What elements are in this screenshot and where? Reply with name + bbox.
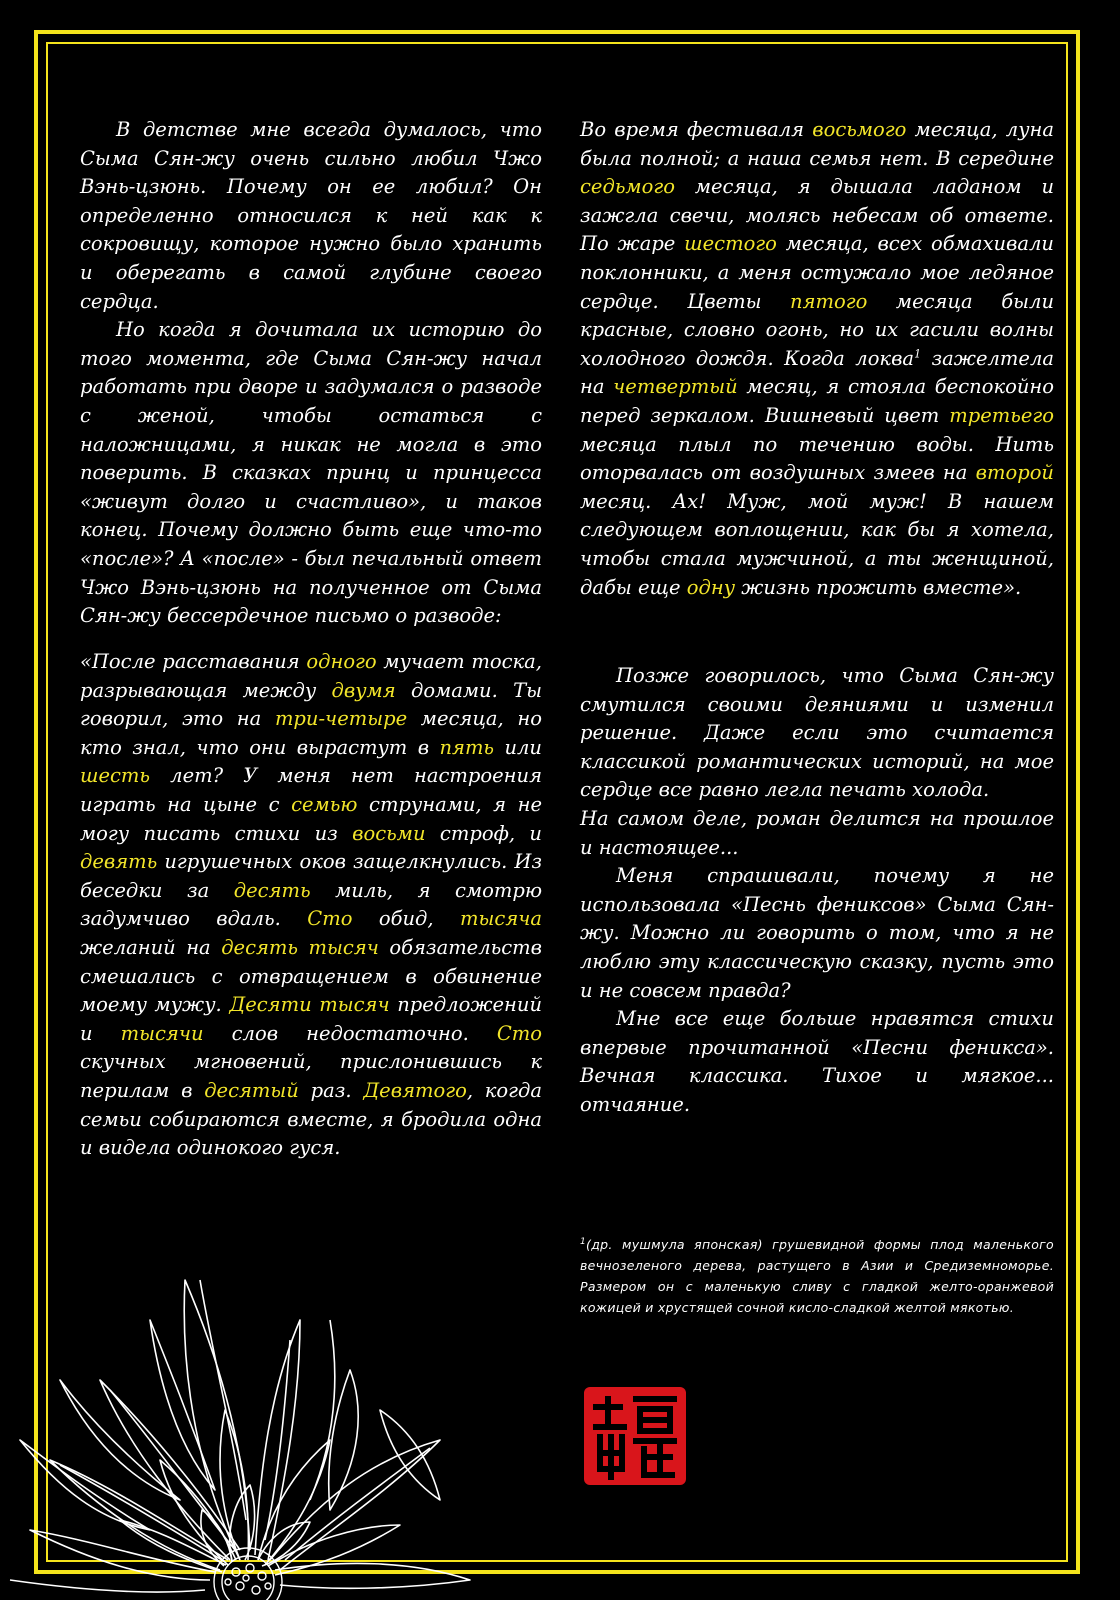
text-span: месяца, луна была полной; а наша семья нет. В середине: [580, 118, 1054, 170]
highlighted-number: тысяча: [460, 907, 542, 931]
highlighted-number: Десяти тысяч: [229, 993, 390, 1017]
text-span: месяца были красные, словно огонь, но их гасили волны холодного дождя. Когда локва: [580, 289, 1054, 370]
highlighted-number: Сто: [307, 907, 353, 931]
highlighted-number: седьмого: [580, 175, 675, 199]
letter-text: [80, 648, 542, 1163]
chrysanthemum-icon: [0, 1260, 520, 1600]
highlighted-number: семью: [291, 792, 358, 816]
text-span: строф, и: [425, 821, 542, 845]
highlighted-number: шесть: [80, 764, 151, 788]
highlighted-number: Девятого: [363, 1078, 467, 1102]
text-span: домами. Ты говорил, это на: [80, 678, 542, 731]
afterword-paragraph-2: На самом деле, роман делится на прошлое и настоящее...: [580, 806, 1054, 859]
text-span: предложений и: [80, 993, 543, 1045]
highlighted-number: одну: [686, 575, 736, 599]
highlighted-number: восьми: [352, 821, 426, 845]
afterword-paragraph-1: Позже говорилось, что Сыма Сян-жу смутился своими деяниями и изменил решение. Даже если это считается классикой романтических историй, на мое сердце все равно легла печать холода.: [580, 664, 1054, 802]
text-span: месяца, но кто знал, что они вырастут в: [80, 707, 542, 759]
poem-paragraph: [580, 116, 1054, 602]
footnote: [580, 1234, 1054, 1318]
text-span: желаний на: [80, 935, 222, 959]
footnote-reference: 1: [914, 347, 922, 361]
highlighted-number: три-четыре: [274, 707, 408, 731]
highlighted-number: десять тысяч: [221, 935, 379, 959]
highlighted-number: второй: [975, 461, 1054, 485]
text-span: зажелтела на: [580, 346, 1054, 399]
text-span: струнами, я не могу писать стихи из: [80, 792, 543, 845]
text-span: «После расставания: [80, 650, 307, 673]
highlighted-number: третьего: [949, 403, 1054, 427]
afterword-paragraph-4: Мне все еще больше нравятся стихи впервые прочитанной «Песни феникса». Вечная классика. Тихое и мягкое... отчаяние.: [580, 1007, 1054, 1116]
text-span: Во время фестиваля: [580, 118, 813, 141]
letter-paragraph: [80, 648, 542, 1163]
highlighted-number: девять: [80, 850, 158, 874]
text-span: месяца плыл по течению воды. Нить оторвалась от воздушных змеев на: [580, 432, 1054, 485]
highlighted-number: тысячи: [120, 1021, 204, 1045]
red-seal-icon: [580, 1381, 690, 1491]
poem-text: [580, 116, 1054, 602]
text-span: , когда семьи собираются вместе, я бродила одна и видела одинокого гуся.: [80, 1078, 542, 1160]
highlighted-number: Сто: [496, 1021, 543, 1045]
text-span: раз.: [298, 1078, 364, 1102]
highlighted-number: одного: [306, 650, 377, 673]
text-span: скучных мгновений, прислонившись к перилам в: [80, 1050, 542, 1102]
intro-text: [80, 116, 542, 631]
highlighted-number: четвертый: [613, 375, 738, 399]
highlighted-number: пятого: [790, 289, 868, 313]
text-span: лет? У меня нет настроения играть на цыне с: [80, 764, 542, 816]
intro-paragraph-2: Но когда я дочитала их историю до того момента, где Сыма Сян-жу начал работать при дворе и задумался о разводе с женой, чтобы остаться с наложницами, я никак не могла в это поверить. В сказках принц и принцесса «живут долго и счастливо», и таков конец. Почему должно быть еще что-то «после»? А «после» - был печальный ответ Чжо Вэнь-цзюнь на полученное от Сыма Сян-жу бессердечное письмо о разводе:: [80, 318, 542, 628]
text-span: месяц, я стояла беспокойно перед зеркалом. Вишневый цвет: [580, 375, 1054, 427]
highlighted-number: десятый: [204, 1078, 299, 1102]
afterword-paragraph-3: Меня спрашивали, почему я не использовала «Песнь фениксов» Сыма Сян-жу. Можно ли говорить о том, что я не люблю эту классическую сказку, пусть это и не совсем правда?: [580, 864, 1054, 1002]
highlighted-number: десять: [233, 878, 311, 902]
afterword-text: [580, 662, 1054, 1120]
text-span: месяц. Ах! Муж, мой муж! В нашем следующем воплощении, как бы я хотела, чтобы стала мужчиной, а ты женщиной, дабы еще: [580, 489, 1054, 599]
text-span: или: [494, 735, 542, 759]
text-span: месяца, всех обмахивали поклонники, а меня остужало мое ледяное сердце. Цветы: [580, 232, 1054, 313]
footnote-marker: 1: [580, 1236, 587, 1247]
text-span: жизнь прожить вместе».: [735, 575, 1022, 599]
highlighted-number: двумя: [331, 678, 396, 702]
text-span: обязательств смешались с отвращением в обвинение моему мужу.: [80, 935, 543, 1017]
text-span: слов недостаточно.: [203, 1021, 497, 1045]
highlighted-number: шестого: [684, 232, 777, 256]
text-span: миль, я смотрю задумчиво вдаль.: [80, 878, 542, 931]
text-span: игрушечных оков защелкнулись. Из беседки за: [80, 850, 542, 902]
highlighted-number: восьмого: [812, 118, 907, 141]
text-span: мучает тоска, разрывающая между: [80, 650, 542, 702]
text-span: месяца, я дышала ладаном и зажгла свечи, молясь небесам об ответе. По жаре: [580, 175, 1054, 256]
footnote-text: (др. мушмула японская) грушевидной формы плод маленького вечнозеленого дерева, растущего в Азии и Средиземноморье. Размером он с маленькую сливу с гладкой желто-оранжевой кожицей и хрустящей сочной кисло-сладкой желтой мякотью.: [580, 1237, 1054, 1315]
intro-paragraph-1: В детстве мне всегда думалось, что Сыма Сян-жу очень сильно любил Чжо Вэнь-цзюнь. Почему он ее любил? Он определенно относился к ней как к сокровищу, которое нужно было хранить и оберегать в самой глубине своего сердца.: [80, 118, 542, 313]
highlighted-number: пять: [439, 735, 495, 759]
text-span: обид,: [352, 907, 461, 931]
